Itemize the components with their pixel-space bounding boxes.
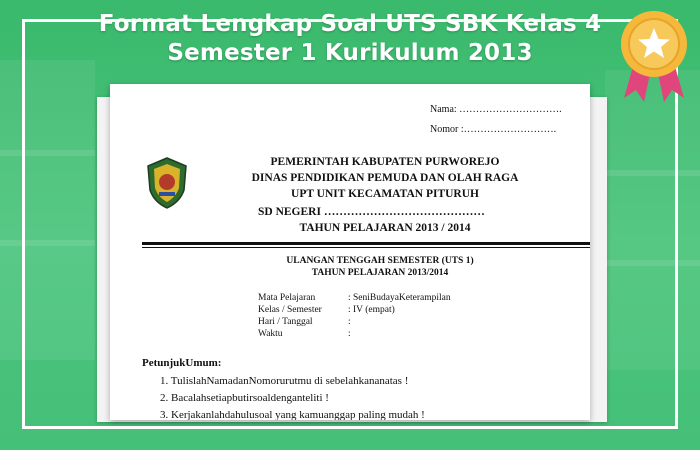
field-label: Mata Pelajaran xyxy=(258,293,316,303)
header-line-1: PEMERINTAH KABUPATEN PURWOREJO xyxy=(270,156,500,168)
instruction-item: 3. Kerjakanlahdahulusoal yang kamuanggap paling mudah ! xyxy=(160,409,425,420)
field-value: : SeniBudayaKeterampilan xyxy=(348,293,451,303)
instruction-item: 1. TulislahNamadanNomorurutmu di sebelahkananatas ! xyxy=(160,375,409,387)
field-value: : xyxy=(348,317,351,327)
general-instructions-heading: PetunjukUmum: xyxy=(142,357,222,369)
field-value: : xyxy=(348,329,351,339)
field-label: Hari / Tanggal xyxy=(258,317,313,327)
exam-document xyxy=(110,84,590,420)
header-line-5: TAHUN PELAJARAN 2013 / 2014 xyxy=(299,222,471,234)
field-label: Waktu xyxy=(258,329,283,339)
number-line: Nomor :………………………. xyxy=(430,124,557,135)
name-line: Nama: …………………………. xyxy=(430,104,562,115)
exam-year: TAHUN PELAJARAN 2013/2014 xyxy=(311,268,449,278)
header-rule-thin xyxy=(142,247,590,248)
exam-title: ULANGAN TENGGAH SEMESTER (UTS 1) xyxy=(286,256,474,266)
header-line-2: DINAS PENDIDIKAN PEMUDA DAN OLAH RAGA xyxy=(251,172,519,184)
field-label: Kelas / Semester xyxy=(258,305,322,315)
headline xyxy=(95,10,605,68)
headline-line-1: Format Lengkap Soal UTS SBK Kelas 4 xyxy=(98,11,602,37)
header-line-3: UPT UNIT KECAMATAN PITURUH xyxy=(291,188,479,200)
field-value: : IV (empat) xyxy=(348,305,395,315)
headline-line-2: Semester 1 Kurikulum 2013 xyxy=(167,40,533,66)
regency-crest-icon xyxy=(146,156,188,210)
header-line-4: SD NEGERI …………………………………… xyxy=(258,206,485,218)
instruction-item: 2. Bacalahsetiapbutirsoaldenganteliti ! xyxy=(160,392,329,404)
star-medal-icon xyxy=(616,6,692,106)
header-rule-thick xyxy=(142,242,590,245)
